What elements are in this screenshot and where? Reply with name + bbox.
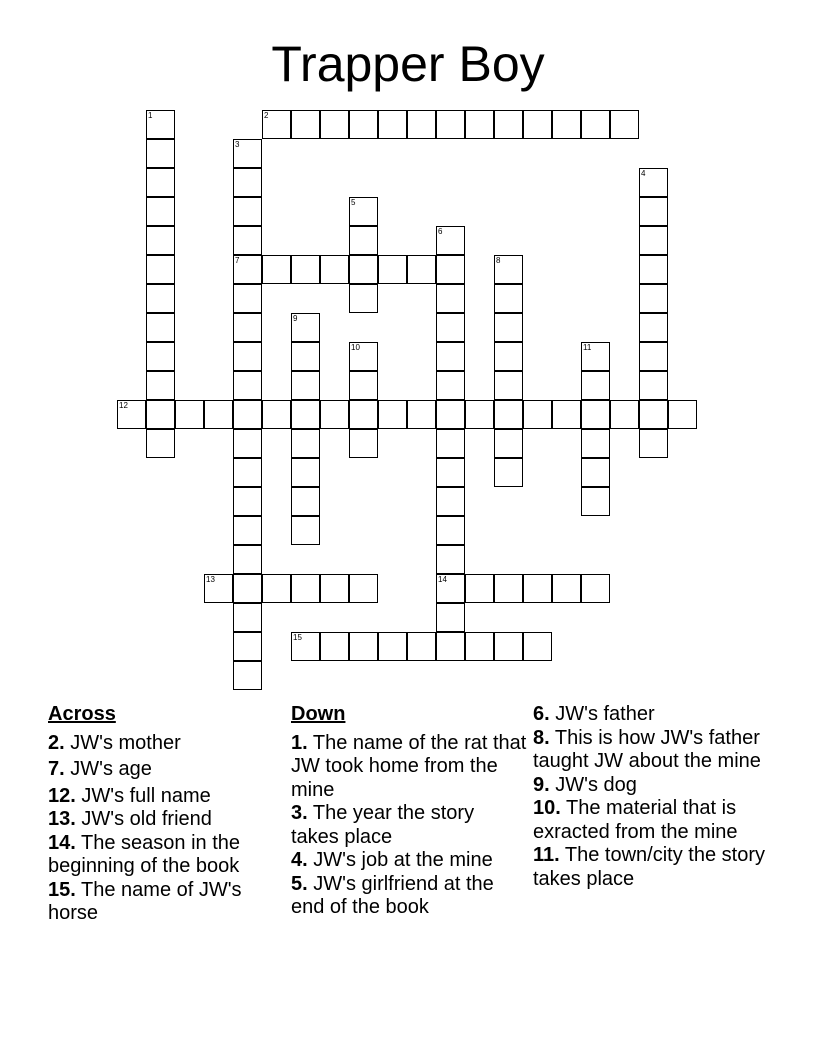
grid-cell[interactable] xyxy=(465,110,494,139)
grid-cell[interactable] xyxy=(204,574,233,603)
grid-cell[interactable] xyxy=(146,110,175,139)
grid-cell[interactable] xyxy=(233,313,262,342)
grid-cell[interactable] xyxy=(233,168,262,197)
grid-cell[interactable] xyxy=(378,255,407,284)
grid-cell[interactable] xyxy=(146,168,175,197)
grid-cell[interactable] xyxy=(552,400,581,429)
grid-cell[interactable] xyxy=(233,429,262,458)
grid-cell[interactable] xyxy=(552,574,581,603)
grid-cell[interactable] xyxy=(639,255,668,284)
grid-cell[interactable] xyxy=(639,284,668,313)
grid-cell[interactable] xyxy=(436,516,465,545)
clue-across-14: 14. The season in the beginning of the book xyxy=(48,831,241,877)
grid-cell[interactable] xyxy=(465,574,494,603)
clue-across-13: 13. JW's old friend xyxy=(48,808,212,830)
clue-down-4: 4. JW's job at the mine xyxy=(291,849,493,871)
grid-cell[interactable] xyxy=(349,429,378,458)
grid-cell[interactable] xyxy=(436,603,465,632)
grid-cell[interactable] xyxy=(407,400,436,429)
cell-number: 8 xyxy=(496,256,501,265)
grid-cell[interactable] xyxy=(581,110,610,139)
grid-cell[interactable] xyxy=(262,400,291,429)
grid-cell[interactable] xyxy=(581,458,610,487)
puzzle-title: Trapper Boy xyxy=(271,36,545,92)
clue-across-15: 15. The name of JW's horse xyxy=(48,878,242,924)
grid-cell[interactable] xyxy=(494,429,523,458)
grid-cell[interactable] xyxy=(494,342,523,371)
cell-number: 9 xyxy=(293,314,298,323)
clue-down-1: 1. The name of the rat that JW took home from the mine xyxy=(291,731,527,801)
grid-cell[interactable] xyxy=(494,110,523,139)
cell-number: 11 xyxy=(583,343,592,352)
grid-cell[interactable] xyxy=(494,255,523,284)
clue-across-7: 7. JW's age xyxy=(48,758,152,780)
grid-cell[interactable] xyxy=(523,400,552,429)
grid-cell[interactable] xyxy=(436,632,465,661)
grid-cell[interactable] xyxy=(494,400,523,429)
grid-cell[interactable] xyxy=(291,313,320,342)
grid-cell[interactable] xyxy=(146,342,175,371)
grid-cell[interactable] xyxy=(233,574,262,603)
grid-cell[interactable] xyxy=(465,400,494,429)
cell-number: 3 xyxy=(235,140,240,149)
grid-cell[interactable] xyxy=(378,632,407,661)
grid-cell[interactable] xyxy=(523,574,552,603)
grid-cell[interactable] xyxy=(349,255,378,284)
grid-cell[interactable] xyxy=(233,545,262,574)
grid-cell[interactable] xyxy=(349,110,378,139)
grid-cell[interactable] xyxy=(146,284,175,313)
cell-number: 14 xyxy=(438,575,447,584)
grid-cell[interactable] xyxy=(639,168,668,197)
grid-cell[interactable] xyxy=(494,458,523,487)
clue-down-3: 3. The year the story takes place xyxy=(291,802,475,848)
grid-cell[interactable] xyxy=(320,400,349,429)
cell-number: 7 xyxy=(235,256,240,265)
grid-cell[interactable] xyxy=(668,400,697,429)
grid-cell[interactable] xyxy=(436,342,465,371)
grid-cell[interactable] xyxy=(291,516,320,545)
grid-cell[interactable] xyxy=(233,255,262,284)
grid-cell[interactable] xyxy=(117,400,146,429)
grid-cell[interactable] xyxy=(291,458,320,487)
grid-cell[interactable] xyxy=(146,255,175,284)
grid-cell[interactable] xyxy=(291,371,320,400)
grid-cell[interactable] xyxy=(146,371,175,400)
grid-cell[interactable] xyxy=(436,226,465,255)
grid-cell[interactable] xyxy=(436,487,465,516)
grid-cell[interactable] xyxy=(494,371,523,400)
grid-cell[interactable] xyxy=(349,284,378,313)
grid-cell[interactable] xyxy=(233,603,262,632)
grid-cell[interactable] xyxy=(291,255,320,284)
grid-cell[interactable] xyxy=(436,400,465,429)
grid-cell[interactable] xyxy=(291,110,320,139)
grid-cell[interactable] xyxy=(146,400,175,429)
clue-down-9: 9. JW's dog xyxy=(533,773,637,796)
grid-cell[interactable] xyxy=(233,487,262,516)
grid-cell[interactable] xyxy=(320,110,349,139)
clue-across-12: 12. JW's full name xyxy=(48,784,211,807)
cell-number: 10 xyxy=(351,343,360,352)
grid-cell[interactable] xyxy=(233,226,262,255)
grid-cell[interactable] xyxy=(320,632,349,661)
grid-cell[interactable] xyxy=(204,400,233,429)
clue-across-2: 2. JW's mother xyxy=(48,731,181,754)
clue-down-5: 5. JW's girlfriend at the end of the book xyxy=(291,872,494,918)
down-heading: Down xyxy=(291,703,346,725)
grid-cell[interactable] xyxy=(349,574,378,603)
grid-cell[interactable] xyxy=(262,110,291,139)
cell-number: 13 xyxy=(206,575,215,584)
grid-cell[interactable] xyxy=(436,371,465,400)
across-heading: Across xyxy=(48,703,116,725)
cell-number: 12 xyxy=(119,401,128,410)
grid-cell[interactable] xyxy=(291,487,320,516)
grid-cell[interactable] xyxy=(233,661,262,690)
grid-cell[interactable] xyxy=(291,400,320,429)
grid-cell[interactable] xyxy=(349,400,378,429)
cell-number: 4 xyxy=(641,169,646,178)
grid-cell[interactable] xyxy=(523,632,552,661)
grid-cell[interactable] xyxy=(233,139,262,168)
grid-cell[interactable] xyxy=(581,371,610,400)
grid-cell[interactable] xyxy=(639,429,668,458)
grid-cell[interactable] xyxy=(378,110,407,139)
grid-cell[interactable] xyxy=(262,255,291,284)
grid-cell[interactable] xyxy=(262,574,291,603)
grid-cell[interactable] xyxy=(291,574,320,603)
grid-cell[interactable] xyxy=(581,342,610,371)
grid-cell[interactable] xyxy=(581,487,610,516)
cell-number: 2 xyxy=(264,111,269,120)
grid-cell[interactable] xyxy=(146,139,175,168)
grid-cell[interactable] xyxy=(581,400,610,429)
cell-number: 6 xyxy=(438,227,443,236)
grid-cell[interactable] xyxy=(233,400,262,429)
grid-cell[interactable] xyxy=(349,226,378,255)
grid-cell[interactable] xyxy=(146,313,175,342)
grid-cell[interactable] xyxy=(378,400,407,429)
grid-cell[interactable] xyxy=(349,632,378,661)
grid-cell[interactable] xyxy=(436,458,465,487)
grid-cell[interactable] xyxy=(407,632,436,661)
grid-cell[interactable] xyxy=(407,255,436,284)
cell-number: 5 xyxy=(351,198,356,207)
grid-cell[interactable] xyxy=(523,110,552,139)
grid-cell[interactable] xyxy=(436,110,465,139)
grid-cell[interactable] xyxy=(320,574,349,603)
grid-cell[interactable] xyxy=(465,632,494,661)
grid-cell[interactable] xyxy=(233,458,262,487)
grid-cell[interactable] xyxy=(610,400,639,429)
grid-cell[interactable] xyxy=(436,545,465,574)
grid-cell[interactable] xyxy=(639,226,668,255)
grid-cell[interactable] xyxy=(349,342,378,371)
grid-cell[interactable] xyxy=(436,313,465,342)
grid-cell[interactable] xyxy=(320,255,349,284)
grid-cell[interactable] xyxy=(233,284,262,313)
clue-down-11: 11. The town/city the story takes place xyxy=(533,844,765,890)
grid-cell[interactable] xyxy=(146,429,175,458)
across-clues xyxy=(48,703,278,926)
grid-cell[interactable] xyxy=(581,574,610,603)
grid-cell[interactable] xyxy=(291,429,320,458)
grid-cell[interactable] xyxy=(175,400,204,429)
grid-cell[interactable] xyxy=(639,371,668,400)
down-clues-col1 xyxy=(291,703,527,920)
grid-cell[interactable] xyxy=(233,371,262,400)
grid-cell[interactable] xyxy=(233,342,262,371)
grid-cell[interactable] xyxy=(233,197,262,226)
grid-cell[interactable] xyxy=(639,342,668,371)
grid-cell[interactable] xyxy=(610,110,639,139)
clue-down-6: 6. JW's father xyxy=(533,703,655,725)
grid-cell[interactable] xyxy=(494,313,523,342)
grid-cell[interactable] xyxy=(494,574,523,603)
down-clues-col2 xyxy=(533,703,769,891)
clue-down-8: 8. This is how JW's father taught JW about the mine xyxy=(533,726,761,772)
grid-cell[interactable] xyxy=(552,110,581,139)
grid-cell[interactable] xyxy=(233,516,262,545)
cell-number: 15 xyxy=(293,633,302,642)
grid-cell[interactable] xyxy=(436,255,465,284)
grid-cell[interactable] xyxy=(146,226,175,255)
grid-cell[interactable] xyxy=(436,574,465,603)
grid-cell[interactable] xyxy=(349,371,378,400)
grid-cell[interactable] xyxy=(639,313,668,342)
grid-cell[interactable] xyxy=(291,632,320,661)
grid-cell[interactable] xyxy=(233,632,262,661)
cell-number: 1 xyxy=(148,111,153,120)
grid-cell[interactable] xyxy=(581,429,610,458)
grid-cell[interactable] xyxy=(639,400,668,429)
grid-cell[interactable] xyxy=(407,110,436,139)
grid-cell[interactable] xyxy=(349,197,378,226)
grid-cell[interactable] xyxy=(494,284,523,313)
grid-cell[interactable] xyxy=(146,197,175,226)
grid-cell[interactable] xyxy=(291,342,320,371)
grid-cell[interactable] xyxy=(436,284,465,313)
grid-cell[interactable] xyxy=(639,197,668,226)
grid-cell[interactable] xyxy=(494,632,523,661)
grid-cell[interactable] xyxy=(436,429,465,458)
clue-down-10: 10. The material that is exracted from the mine xyxy=(533,797,738,843)
